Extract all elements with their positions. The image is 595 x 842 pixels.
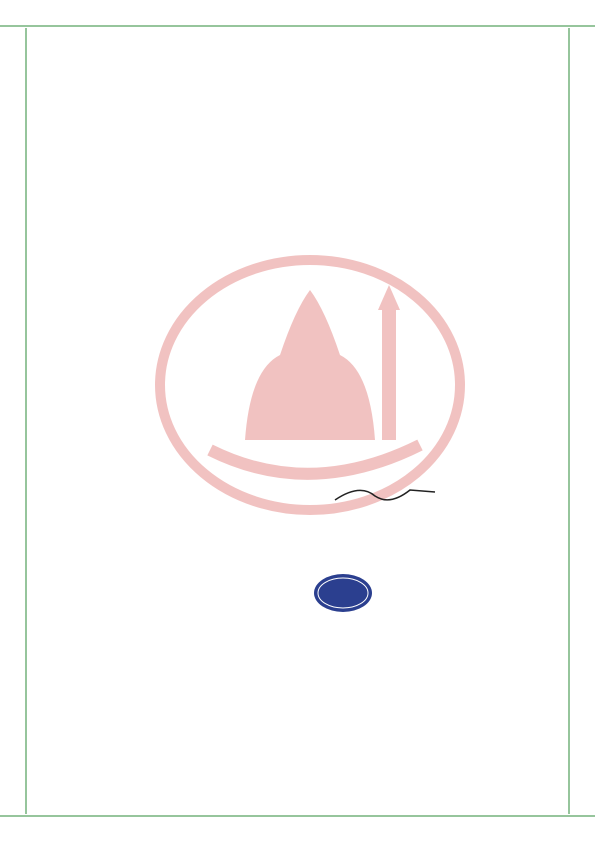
decorative-border-left bbox=[0, 28, 28, 814]
decorative-border-right bbox=[567, 28, 595, 814]
official-stamp bbox=[312, 572, 374, 614]
decorative-border-bottom bbox=[0, 814, 595, 842]
decorative-border-top bbox=[0, 0, 595, 28]
signature-mark bbox=[330, 478, 440, 508]
